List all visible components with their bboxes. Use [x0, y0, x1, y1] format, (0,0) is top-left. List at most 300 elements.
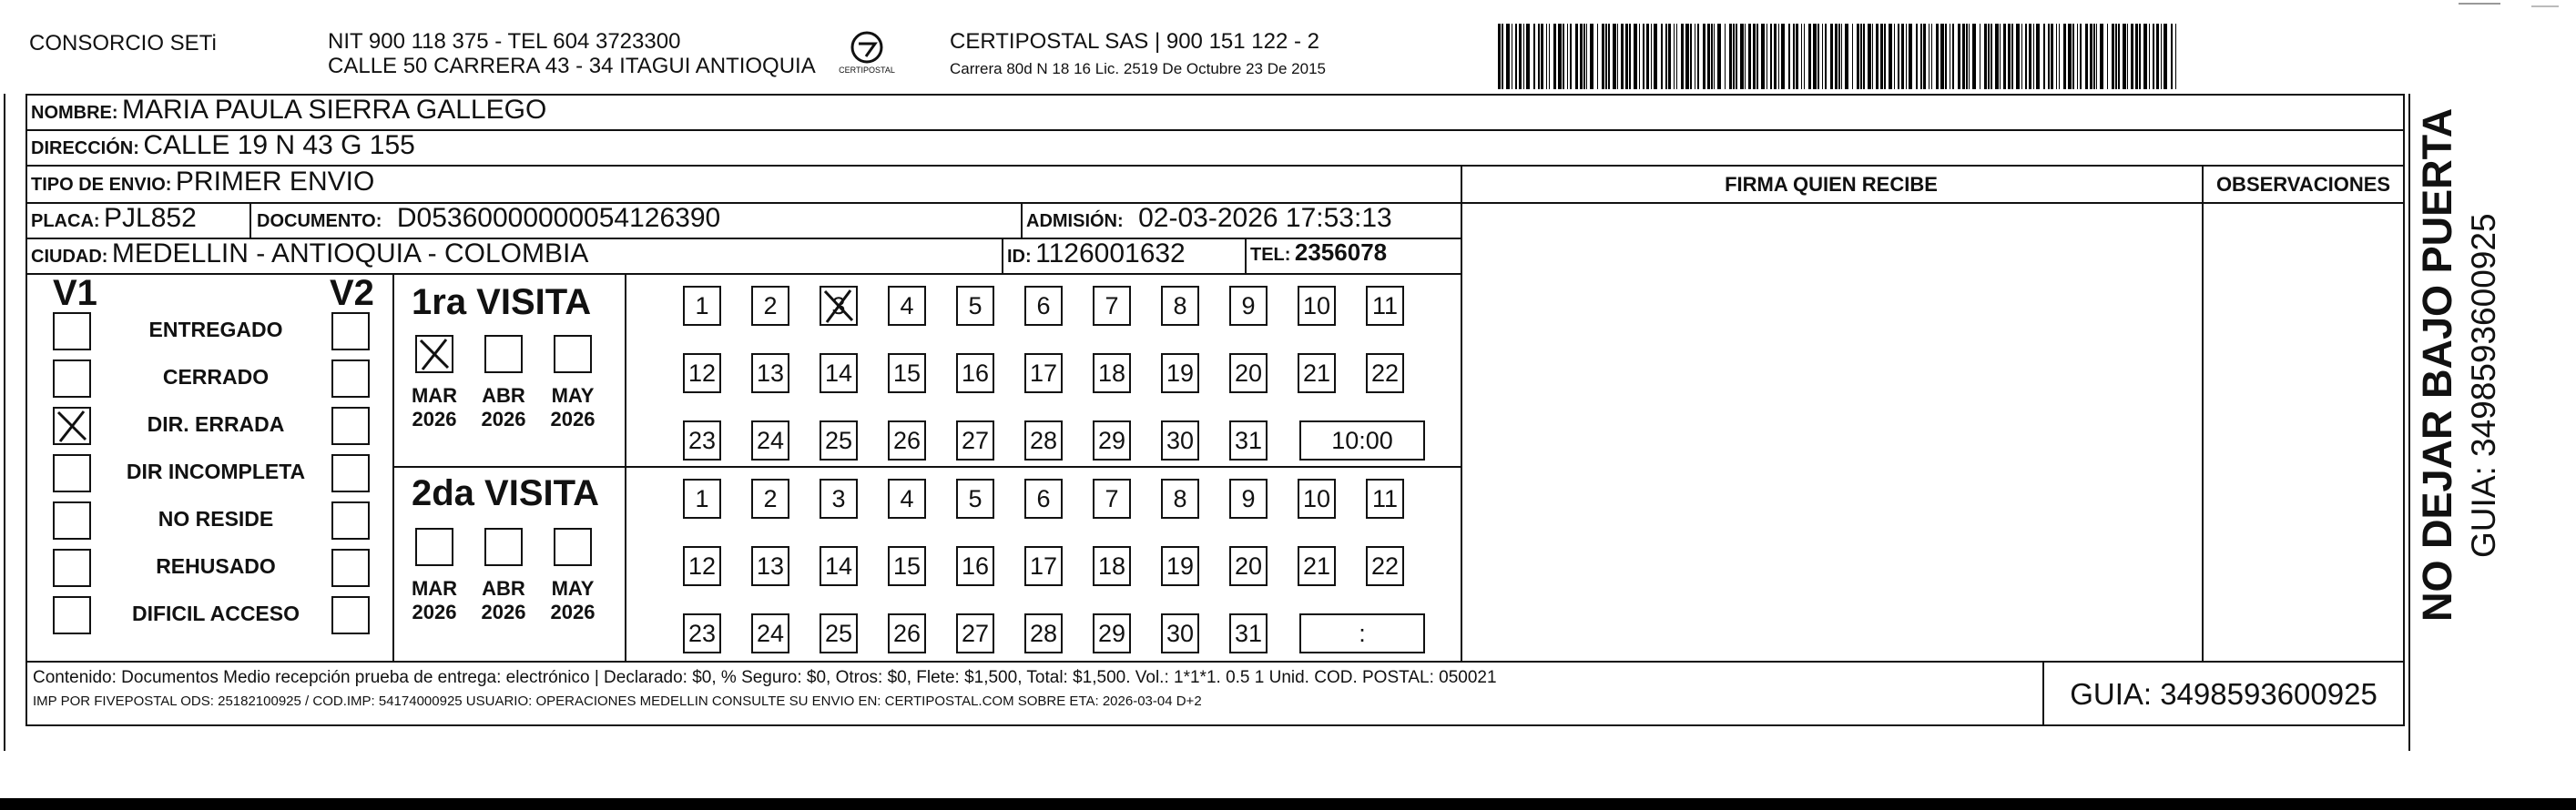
checkmark-x-icon: [821, 288, 856, 324]
barcode-bar: [1817, 24, 1819, 89]
barcode-bar: [1841, 24, 1842, 89]
visit-divider: [392, 466, 1461, 468]
barcode-bar: [2131, 24, 2133, 89]
barcode-bar: [1646, 24, 1649, 89]
barcode-bar: [1717, 24, 1721, 89]
tel-value: 2356078: [1294, 238, 1388, 266]
day-box[interactable]: 17: [1024, 353, 1063, 393]
day-box[interactable]: 20: [1229, 353, 1268, 393]
barcode-bar: [2171, 24, 2173, 89]
day-box[interactable]: 31: [1229, 420, 1268, 461]
barcode-bar: [1613, 24, 1616, 89]
barcode-bar: [1634, 24, 1637, 89]
logo-text: CERTIPOSTAL: [839, 66, 895, 75]
barcode-bar: [1580, 24, 1583, 89]
barcode-bar: [1940, 24, 1944, 89]
day-box[interactable]: 7: [1093, 286, 1131, 326]
day-box[interactable]: 24: [751, 613, 789, 653]
barcode-bar: [2072, 24, 2074, 89]
day-box[interactable]: 11: [1366, 286, 1404, 326]
day-box[interactable]: 3: [820, 286, 858, 326]
barcode-bar: [2139, 24, 2141, 89]
barcode-bar: [2036, 24, 2040, 89]
row-line: [25, 165, 2405, 167]
status-option-label: CERRADO: [162, 365, 270, 389]
checkmark-x-icon: [55, 409, 89, 443]
barcode-bar: [1972, 24, 1976, 89]
barcode-bar: [1661, 24, 1663, 89]
col-line: [249, 202, 251, 238]
day-box[interactable]: 7: [1093, 479, 1131, 519]
barcode-bar: [1729, 24, 1732, 89]
barcode-bar: [1835, 24, 1838, 89]
v1-checkbox[interactable]: [53, 312, 91, 350]
barcode-bar: [2029, 24, 2031, 89]
barcode-bar: [1969, 24, 1970, 89]
barcode-bar: [1570, 24, 1572, 89]
day-box[interactable]: 29: [1093, 613, 1131, 653]
tipo-row: [31, 167, 374, 197]
month-label: [472, 577, 535, 624]
nombre-label: NOMBRE:: [31, 103, 118, 123]
barcode-bar: [1889, 24, 1892, 89]
barcode-bar: [2161, 24, 2162, 89]
barcode-bar: [1629, 24, 1631, 89]
barcode-bar: [2016, 24, 2020, 89]
barcode-bar: [2096, 24, 2097, 89]
barcode-bar: [1793, 24, 1795, 89]
v2-header: V2: [330, 273, 374, 313]
barcode-bar: [1617, 24, 1618, 89]
barcode-bar: [1813, 24, 1817, 89]
status-option-label: DIFICIL ACCESO: [131, 602, 300, 625]
barcode-bar: [1894, 24, 1895, 89]
v1-checkbox[interactable]: [53, 359, 91, 398]
barcode-bar: [2093, 24, 2095, 89]
barcode-bar: [1868, 24, 1871, 89]
admision-label: ADMISIÓN:: [1026, 211, 1124, 231]
day-box[interactable]: 18: [1093, 546, 1131, 586]
barcode-bar: [1988, 24, 1990, 89]
day-box[interactable]: 2: [751, 479, 789, 519]
barcode-bar: [1740, 24, 1744, 89]
tipo-label: TIPO DE ENVIO:: [31, 175, 172, 195]
barcode-bar: [2100, 24, 2103, 89]
barcode-bar: [1745, 24, 1746, 89]
barcode-bar: [1796, 24, 1798, 89]
day-box[interactable]: 26: [888, 420, 926, 461]
barcode-bar: [1714, 24, 1715, 89]
v1-checkbox[interactable]: [53, 454, 91, 492]
nombre-row: [31, 95, 546, 126]
day-box[interactable]: 18: [1093, 353, 1131, 393]
month-name: ABR: [482, 384, 525, 407]
barcode-bar: [2025, 24, 2027, 89]
time-box[interactable]: :: [1299, 613, 1425, 653]
day-box[interactable]: 19: [1161, 546, 1199, 586]
barcode-bar: [1838, 24, 1840, 89]
footer-line: [25, 661, 2405, 663]
v2-checkbox[interactable]: [331, 359, 370, 398]
v1-checkbox[interactable]: [53, 596, 91, 634]
day-box[interactable]: 25: [820, 613, 858, 653]
day-box[interactable]: 16: [956, 546, 994, 586]
month-checkbox[interactable]: [554, 528, 592, 566]
day-box[interactable]: 13: [751, 546, 789, 586]
footer-print-info: IMP POR FIVEPOSTAL ODS: 25182100925 / COD.IMP: 54174000925 USUARIO: OPERACIONES MEDELLIN CONSULTE SU ENVIO EN: CERTIPOSTAL.COM SOBRE ETA: 2026-03-04 D+2: [33, 694, 1202, 709]
barcode-bar: [2033, 24, 2034, 89]
barcode-bar: [1707, 24, 1710, 89]
barcode-bar: [1852, 24, 1853, 89]
v1-header: V1: [53, 273, 97, 313]
barcode-bar: [1966, 24, 1968, 89]
day-box[interactable]: 28: [1024, 420, 1063, 461]
month-checkbox[interactable]: [415, 528, 453, 566]
nombre-value: MARIA PAULA SIERRA GALLEGO: [122, 95, 547, 125]
barcode-bar: [2077, 24, 2078, 89]
day-box[interactable]: 22: [1366, 353, 1404, 393]
barcode-bar: [2043, 24, 2045, 89]
day-box[interactable]: 22: [1366, 546, 1404, 586]
page-left-border: [4, 94, 5, 751]
day-box[interactable]: 12: [683, 353, 721, 393]
barcode-bar: [2003, 24, 2006, 89]
month-checkbox[interactable]: [484, 335, 523, 373]
admision-value: 02-03-2026 17:53:13: [1138, 203, 1392, 233]
day-box[interactable]: 20: [1229, 546, 1268, 586]
time-box[interactable]: 10:00: [1299, 420, 1425, 461]
day-box[interactable]: 3: [820, 479, 858, 519]
company-address: CALLE 50 CARRERA 43 - 34 ITAGUI ANTIOQUIA: [328, 54, 816, 78]
barcode-bar: [1863, 24, 1865, 89]
barcode-bar: [1725, 24, 1726, 89]
day-box[interactable]: 5: [956, 286, 994, 326]
day-box[interactable]: 12: [683, 546, 721, 586]
day-box[interactable]: 21: [1298, 546, 1336, 586]
barcode-bar: [2063, 24, 2066, 89]
barcode-bar: [1549, 24, 1550, 89]
day-box[interactable]: 13: [751, 353, 789, 393]
barcode-bar: [1801, 24, 1802, 89]
barcode-bar: [1952, 24, 1954, 89]
month-year: 2026: [481, 408, 526, 430]
barcode-bar: [1770, 24, 1772, 89]
v2-checkbox[interactable]: [331, 596, 370, 634]
barcode-bar: [1936, 24, 1939, 89]
barcode-bar: [1931, 24, 1932, 89]
barcode-bar: [2056, 24, 2057, 89]
day-box[interactable]: 14: [820, 353, 858, 393]
barcode-bar: [2149, 24, 2150, 89]
day-box[interactable]: 25: [820, 420, 858, 461]
barcode-bar: [2090, 24, 2092, 89]
admision-row: [1026, 203, 1392, 234]
day-box[interactable]: 26: [888, 613, 926, 653]
barcode-bar: [2156, 24, 2159, 89]
barcode-bar: [2135, 24, 2138, 89]
month-year: 2026: [481, 601, 526, 623]
day-box[interactable]: 4: [888, 286, 926, 326]
barcode-bar: [1553, 24, 1556, 89]
barcode-bar: [1681, 24, 1684, 89]
documento-row: [257, 203, 720, 234]
day-box[interactable]: 17: [1024, 546, 1063, 586]
day-box[interactable]: 27: [956, 420, 994, 461]
barcode-bar: [1756, 24, 1758, 89]
barcode-bar: [1676, 24, 1677, 89]
barcode-bar: [1567, 24, 1568, 89]
barcode-bar: [1736, 24, 1737, 89]
barcode-bar: [1665, 24, 1667, 89]
barcode-bar: [2021, 24, 2022, 89]
tipo-value: PRIMER ENVIO: [175, 167, 375, 197]
first-visit-title: 1ra VISITA: [412, 282, 592, 322]
barcode-bar: [1685, 24, 1689, 89]
id-row: [1007, 238, 1186, 269]
id-value: 1126001632: [1035, 238, 1186, 268]
barcode-bar: [1991, 24, 1992, 89]
documento-value: D05360000000054126390: [396, 203, 721, 233]
day-box[interactable]: 10: [1298, 479, 1336, 519]
barcode-bar: [1808, 24, 1811, 89]
month-name: MAR: [411, 577, 458, 600]
barcode-bar: [1506, 24, 1510, 89]
barcode-bar: [1962, 24, 1965, 89]
scan-mark: [2531, 5, 2559, 7]
placa-value: PJL852: [104, 203, 197, 233]
v2-checkbox[interactable]: [331, 549, 370, 587]
status-option-label: ENTREGADO: [148, 318, 283, 341]
documento-label: DOCUMENTO:: [257, 211, 382, 231]
barcode-bar: [1602, 24, 1604, 89]
day-box[interactable]: 15: [888, 353, 926, 393]
barcode-bar: [1872, 24, 1873, 89]
barcode-bar: [1804, 24, 1805, 89]
day-box[interactable]: 6: [1024, 286, 1063, 326]
barcode-bar: [1945, 24, 1947, 89]
barcode-bar: [1625, 24, 1628, 89]
day-box[interactable]: 19: [1161, 353, 1199, 393]
company-name: CONSORCIO SETi: [29, 31, 217, 56]
status-option-label: REHUSADO: [156, 554, 276, 578]
id-label: ID:: [1007, 247, 1032, 267]
col-line: [1021, 202, 1023, 238]
barcode-bar: [1590, 24, 1593, 89]
barcode-bar: [2164, 24, 2167, 89]
firma-header: FIRMA QUIEN RECIBE: [1725, 173, 1938, 196]
barcode-bar: [1654, 24, 1657, 89]
month-checkbox[interactable]: [554, 335, 592, 373]
tel-row: [1250, 238, 1387, 267]
barcode-bar: [1825, 24, 1827, 89]
second-visit-title: 2da VISITA: [412, 473, 599, 513]
day-box[interactable]: 9: [1229, 479, 1268, 519]
v2-checkbox[interactable]: [331, 501, 370, 540]
barcode-bar: [1639, 24, 1640, 89]
barcode-bar: [2051, 24, 2053, 89]
barcode-bar: [1748, 24, 1751, 89]
barcode-bar: [2127, 24, 2128, 89]
barcode-bar: [1761, 24, 1765, 89]
month-year: 2026: [550, 601, 596, 623]
day-box[interactable]: 16: [956, 353, 994, 393]
barcode-bar: [1502, 24, 1503, 89]
day-box[interactable]: 15: [888, 546, 926, 586]
barcode-bar: [1690, 24, 1692, 89]
v2-checkbox[interactable]: [331, 454, 370, 492]
barcode-bar: [1906, 24, 1907, 89]
day-box[interactable]: 14: [820, 546, 858, 586]
barcode-bar: [1860, 24, 1862, 89]
day-box[interactable]: 1: [683, 479, 721, 519]
barcode-bar: [1498, 24, 1501, 89]
month-name: ABR: [482, 577, 525, 600]
col-line: [1245, 238, 1247, 273]
barcode-bar: [1643, 24, 1644, 89]
certipostal-line: CERTIPOSTAL SAS | 900 151 122 - 2: [950, 29, 1319, 54]
barcode-bar: [2153, 24, 2154, 89]
barcode-bar: [1668, 24, 1671, 89]
barcode-bar: [2011, 24, 2013, 89]
barcode-bar: [1901, 24, 1904, 89]
day-box[interactable]: 2: [751, 286, 789, 326]
barcode-bar: [1753, 24, 1756, 89]
barcode-bar: [1916, 24, 1918, 89]
v1-checkbox[interactable]: [53, 549, 91, 587]
day-box[interactable]: 29: [1093, 420, 1131, 461]
barcode-bar: [1697, 24, 1699, 89]
guia-vertical: GUIA: 3498593600925: [2465, 213, 2502, 558]
v1-checkbox[interactable]: [53, 407, 91, 445]
day-box[interactable]: 8: [1161, 286, 1199, 326]
month-name: MAY: [551, 384, 595, 407]
month-year: 2026: [550, 408, 596, 430]
barcode-bar: [2000, 24, 2001, 89]
barcode-bar: [2059, 24, 2060, 89]
page-right-border: [2408, 94, 2410, 751]
barcode-bar: [1774, 24, 1777, 89]
license-line: Carrera 80d N 18 16 Lic. 2519 De Octubre 23 De 2015: [950, 60, 1326, 77]
barcode-bar: [2068, 24, 2072, 89]
direccion-value: CALLE 19 N 43 G 155: [143, 130, 415, 160]
barcode-bar: [1586, 24, 1587, 89]
month-checkbox[interactable]: [415, 335, 453, 373]
barcode-bar: [1558, 24, 1562, 89]
no-dejar-instruction: NO DEJAR BAJO PUERTA: [2414, 107, 2460, 622]
direccion-row: [31, 130, 415, 161]
barcode-bar: [2008, 24, 2011, 89]
month-label: [541, 384, 605, 431]
certipostal-logo: [835, 25, 899, 84]
status-option-label: NO RESIDE: [158, 507, 274, 531]
scan-mark: [2459, 3, 2500, 5]
day-box[interactable]: 23: [683, 420, 721, 461]
barcode-bar: [1674, 24, 1675, 89]
barcode-bar: [1651, 24, 1652, 89]
barcode-bar: [1526, 24, 1530, 89]
day-box[interactable]: 1: [683, 286, 721, 326]
barcode-bar: [2085, 24, 2088, 89]
day-box[interactable]: 28: [1024, 613, 1063, 653]
barcode-bar: [1541, 24, 1543, 89]
day-box[interactable]: 24: [751, 420, 789, 461]
barcode: [1498, 24, 2181, 89]
barcode-bar: [1519, 24, 1522, 89]
row-line: [25, 273, 1461, 275]
barcode-bar: [2107, 24, 2108, 89]
day-box[interactable]: 21: [1298, 353, 1336, 393]
status-option-label: DIR INCOMPLETA: [126, 460, 306, 483]
day-box[interactable]: 4: [888, 479, 926, 519]
barcode-bar: [1733, 24, 1735, 89]
barcode-bar: [2123, 24, 2126, 89]
direccion-label: DIRECCIÓN:: [31, 138, 139, 158]
v2-checkbox[interactable]: [331, 312, 370, 350]
day-box[interactable]: 11: [1366, 479, 1404, 519]
barcode-bar: [2118, 24, 2120, 89]
month-checkbox[interactable]: [484, 528, 523, 566]
col-line: [2202, 165, 2204, 661]
barcode-bar: [1958, 24, 1960, 89]
barcode-bar: [1920, 24, 1922, 89]
barcode-bar: [1923, 24, 1926, 89]
barcode-bar: [2175, 24, 2176, 89]
barcode-bar: [1857, 24, 1859, 89]
barcode-bar: [1608, 24, 1610, 89]
placa-label: PLACA:: [31, 211, 100, 231]
month-year: 2026: [412, 601, 457, 623]
barcode-bar: [1845, 24, 1848, 89]
day-box[interactable]: 23: [683, 613, 721, 653]
barcode-bar: [1788, 24, 1790, 89]
day-box[interactable]: 5: [956, 479, 994, 519]
month-name: MAR: [411, 384, 458, 407]
month-label: [541, 577, 605, 624]
barcode-bar: [1621, 24, 1624, 89]
checkmark-x-icon: [417, 337, 452, 371]
barcode-bar: [2080, 24, 2082, 89]
day-box[interactable]: 27: [956, 613, 994, 653]
barcode-bar: [1703, 24, 1705, 89]
v2-checkbox[interactable]: [331, 407, 370, 445]
barcode-bar: [1830, 24, 1833, 89]
day-box[interactable]: 8: [1161, 479, 1199, 519]
day-box[interactable]: 30: [1161, 420, 1199, 461]
day-box[interactable]: 6: [1024, 479, 1063, 519]
barcode-bar: [2143, 24, 2147, 89]
nit-line: NIT 900 118 375 - TEL 604 3723300: [328, 29, 681, 54]
barcode-bar: [1538, 24, 1540, 89]
month-label: [402, 384, 466, 431]
footer-content: Contenido: Documentos Medio recepción prueba de entrega: electrónico | Declarado: $0, % Seguro: $0, Otros: $0, Flete: $1,500, Total: $1,500. Vol.: 1*1*1. 0.5 1 Unid. COD. POSTAL: 050021: [33, 668, 1497, 687]
day-box[interactable]: 30: [1161, 613, 1199, 653]
barcode-bar: [1711, 24, 1713, 89]
barcode-bar: [1884, 24, 1886, 89]
day-box[interactable]: 31: [1229, 613, 1268, 653]
barcode-bar: [1597, 24, 1598, 89]
ciudad-row: [31, 238, 588, 269]
barcode-bar: [1546, 24, 1547, 89]
barcode-bar: [1781, 24, 1785, 89]
barcode-bar: [1909, 24, 1912, 89]
day-box[interactable]: 10: [1298, 286, 1336, 326]
day-box[interactable]: 9: [1229, 286, 1268, 326]
month-year: 2026: [412, 408, 457, 430]
barcode-bar: [1876, 24, 1879, 89]
month-label: [472, 384, 535, 431]
v1-checkbox[interactable]: [53, 501, 91, 540]
footer-guia: GUIA: 3498593600925: [2070, 677, 2377, 711]
